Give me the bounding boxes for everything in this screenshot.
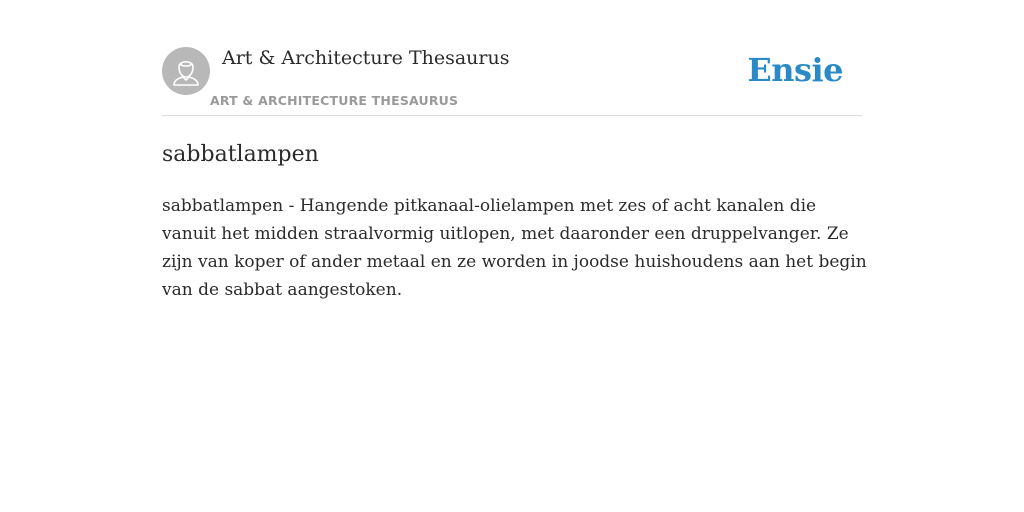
author-name[interactable]: Art & Architecture Thesaurus — [222, 47, 510, 69]
term-title: sabbatlampen — [162, 142, 319, 167]
user-avatar-icon[interactable] — [162, 47, 210, 95]
ensie-logo[interactable]: Ensie — [747, 51, 843, 89]
term-definition: sabbatlampen - Hangende pitkanaal-olielampen met zes of acht kanalen die vanuit het midden straalvormig uitlopen, met daaronder een druppelvanger. Ze zijn van koper of ander metaal en ze worden in joodse huishoudens aan het begin van de sabbat aangestoken. — [162, 196, 867, 300]
source-label[interactable]: ART & ARCHITECTURE THESAURUS — [210, 93, 459, 108]
header — [162, 0, 862, 116]
